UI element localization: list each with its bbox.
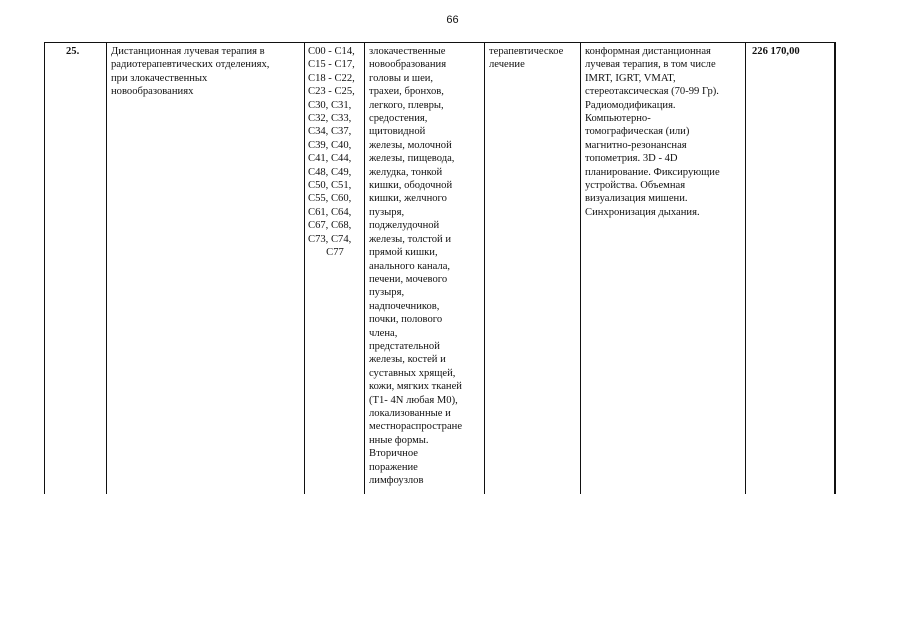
treatment-type: терапевтическое лечение [489, 46, 564, 71]
diagnosis-description: злокачественные новообразования головы и шеи, трахеи, бронхов, легкого, плевры, средостения, щитовидной железы, молочной железы, пищевода, желудка, тонкой кишки, ободочной кишки, желчного пузыря, поджелудочной железы, толстой и прямой кишки, анального канала, печени, мочевого пузыря, надпочечников, почки, полового члена, предстательной железы, костей и суставных хрящей, кожи, мягких тканей (T1- 4N любая M0), локализованные и местнораспростране нные формы. Вторичное поражение лимфоузлов [369, 46, 463, 486]
treatment-method: конформная дистанционная лучевая терапия, в том числе IMRT, IGRT, VMAT, стереотаксическая (70-99 Гр). Радиомодификация. Компьютерно- томографическая (или) магнитно-резонансная топометрия. 3D - 4D планирование. Фиксирующие устройства. Объемная визуализация мишени. Синхронизация дыхания. [585, 46, 720, 218]
column-border [834, 42, 836, 494]
page-number: 66 [446, 14, 459, 26]
column-border [106, 42, 107, 494]
column-border [484, 42, 485, 494]
row-number: 25. [66, 46, 80, 57]
column-border [364, 42, 365, 494]
icd-codes: C00 - C14, C15 - C17, C18 - C22, C23 - C25, C30, C31, C32, C33, C34, C37, C39, C40, C41, C44, C48, C49, C50, C51, C55, C60, C61, C64, C67, C68, C73, C74, C77 [308, 46, 355, 259]
column-border [745, 42, 746, 494]
column-border [304, 42, 305, 494]
column-border [44, 42, 45, 494]
table-top-border [44, 42, 836, 43]
services-table [44, 42, 836, 494]
column-border [580, 42, 581, 494]
service-name: Дистанционная лучевая терапия в радиотерапевтических отделениях, при злокачественных новообразованиях [111, 46, 270, 98]
price-value: 226 170,00 [752, 46, 800, 57]
